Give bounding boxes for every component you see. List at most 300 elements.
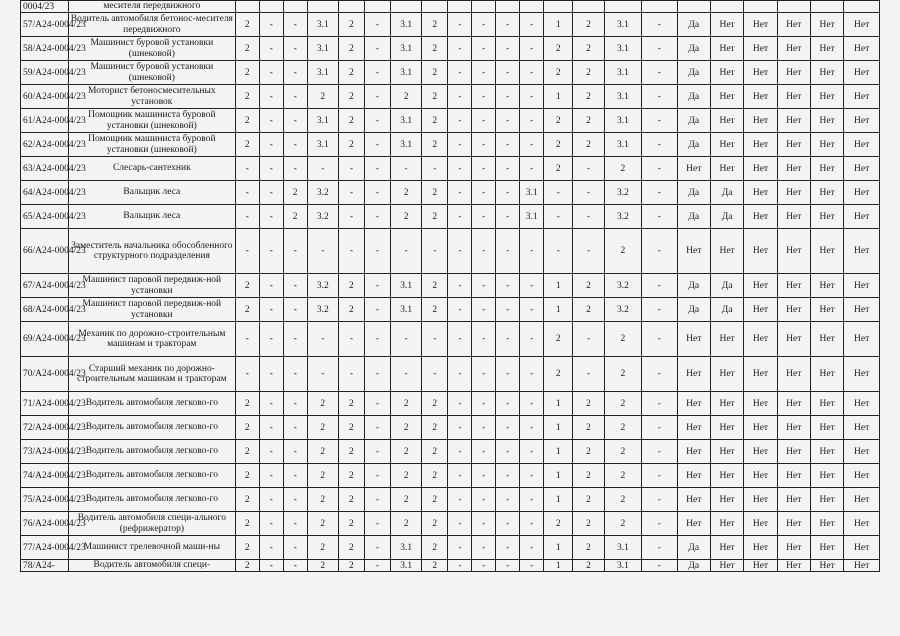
class-cell: 2 — [573, 61, 604, 85]
class-cell: - — [283, 464, 307, 488]
class-cell: 2 — [307, 512, 338, 536]
class-cell: 2 — [338, 133, 364, 157]
class-cell: - — [472, 536, 496, 560]
class-cell: Да — [677, 274, 710, 298]
class-cell: 2 — [422, 298, 448, 322]
class-cell: Нет — [810, 512, 843, 536]
class-cell: 2 — [391, 416, 422, 440]
class-cell: Нет — [844, 560, 880, 572]
class-cell: Нет — [710, 61, 743, 85]
class-cell: Нет — [844, 512, 880, 536]
class-cell: Нет — [777, 488, 810, 512]
class-cell: 2 — [338, 85, 364, 109]
table-row — [21, 322, 880, 357]
position-name: Вальщик леса — [68, 181, 235, 205]
class-cell: Нет — [744, 133, 777, 157]
class-cell: - — [283, 37, 307, 61]
class-cell: 2 — [604, 464, 642, 488]
class-cell: Нет — [744, 109, 777, 133]
class-cell: - — [391, 322, 422, 357]
class-cell: 2 — [604, 229, 642, 274]
class-cell: Нет — [844, 37, 880, 61]
class-cell: Нет — [810, 37, 843, 61]
class-cell: - — [520, 416, 544, 440]
class-cell: - — [472, 464, 496, 488]
class-cell: Да — [677, 133, 710, 157]
position-name: Помощник машиниста буровой установки (шнековой) — [68, 133, 235, 157]
class-cell: 3.2 — [307, 274, 338, 298]
class-cell: - — [364, 298, 390, 322]
class-cell: - — [520, 322, 544, 357]
class-cell: - — [448, 392, 472, 416]
table-row — [21, 1, 880, 13]
class-cell: 2 — [422, 274, 448, 298]
position-name: Водитель автомобиля легково-го — [68, 464, 235, 488]
class-cell: Нет — [810, 133, 843, 157]
class-cell: 2 — [544, 357, 573, 392]
table-row — [21, 133, 880, 157]
class-cell: - — [496, 416, 520, 440]
class-cell: 2 — [235, 536, 259, 560]
class-cell: - — [448, 274, 472, 298]
position-name: Водитель автомобиля бетонос-месителя передвижного — [68, 13, 235, 37]
class-cell: - — [448, 109, 472, 133]
class-cell: Нет — [844, 157, 880, 181]
workplace-code: 71/A24-0004/23 — [21, 392, 69, 416]
class-cell: 2 — [573, 109, 604, 133]
class-cell: 2 — [391, 464, 422, 488]
class-cell: - — [391, 357, 422, 392]
workplace-code: 78/A24- — [21, 560, 69, 572]
class-cell: - — [259, 298, 283, 322]
class-cell: - — [520, 61, 544, 85]
class-cell: - — [520, 274, 544, 298]
class-cell: - — [283, 133, 307, 157]
class-cell: - — [283, 274, 307, 298]
class-cell: - — [472, 440, 496, 464]
class-cell: - — [520, 512, 544, 536]
class-cell: - — [259, 322, 283, 357]
class-cell: 2 — [573, 416, 604, 440]
class-cell: - — [259, 85, 283, 109]
class-cell: - — [448, 13, 472, 37]
class-cell: Нет — [810, 61, 843, 85]
class-cell: 2 — [235, 298, 259, 322]
class-cell: - — [496, 229, 520, 274]
table-row — [21, 13, 880, 37]
class-cell: Нет — [777, 109, 810, 133]
class-cell: - — [642, 37, 677, 61]
class-cell: - — [283, 322, 307, 357]
class-cell: - — [472, 181, 496, 205]
class-cell: - — [496, 61, 520, 85]
workplace-code: 75/A24-0004/23 — [21, 488, 69, 512]
class-cell: 3.1 — [391, 109, 422, 133]
class-cell: Да — [677, 205, 710, 229]
class-cell: 3.1 — [391, 13, 422, 37]
class-cell: Нет — [777, 536, 810, 560]
table-row — [21, 61, 880, 85]
class-cell: 2 — [338, 274, 364, 298]
class-cell: - — [235, 181, 259, 205]
class-cell: 3.1 — [604, 536, 642, 560]
class-cell: - — [642, 488, 677, 512]
class-cell: - — [573, 157, 604, 181]
class-cell: 3.2 — [604, 274, 642, 298]
class-cell: Да — [710, 181, 743, 205]
class-cell: 1 — [544, 13, 573, 37]
class-cell: Да — [677, 298, 710, 322]
class-cell: 2 — [544, 133, 573, 157]
class-cell: Нет — [844, 109, 880, 133]
class-cell: 2 — [422, 536, 448, 560]
class-cell: 3.1 — [391, 274, 422, 298]
class-cell: 3.1 — [307, 109, 338, 133]
class-cell: Нет — [844, 298, 880, 322]
class-cell: 2 — [604, 392, 642, 416]
class-cell: 2 — [307, 560, 338, 572]
class-cell: - — [259, 488, 283, 512]
class-cell: Нет — [844, 181, 880, 205]
position-name: Водитель автомобиля легково-го — [68, 392, 235, 416]
position-name: Механик по дорожно-строительным машинам и тракторам — [68, 322, 235, 357]
class-cell — [235, 1, 259, 13]
class-cell: 3.1 — [604, 61, 642, 85]
class-cell: - — [235, 322, 259, 357]
class-cell — [448, 1, 472, 13]
class-cell: - — [259, 416, 283, 440]
class-cell: - — [496, 133, 520, 157]
class-cell: - — [496, 536, 520, 560]
class-cell: - — [283, 392, 307, 416]
class-cell: - — [422, 322, 448, 357]
class-cell: Нет — [777, 274, 810, 298]
class-cell: 2 — [422, 133, 448, 157]
workplace-code: 58/A24-0004/23 — [21, 37, 69, 61]
class-cell: - — [259, 13, 283, 37]
class-cell: 2 — [604, 322, 642, 357]
class-cell: 2 — [604, 440, 642, 464]
class-cell — [642, 1, 677, 13]
class-cell: - — [235, 157, 259, 181]
class-cell: - — [307, 229, 338, 274]
class-cell: - — [364, 133, 390, 157]
class-cell: - — [642, 181, 677, 205]
class-cell: 1 — [544, 85, 573, 109]
class-cell: - — [642, 464, 677, 488]
class-cell: - — [283, 560, 307, 572]
class-cell: - — [259, 229, 283, 274]
class-cell: 3.2 — [604, 298, 642, 322]
class-cell: 1 — [544, 488, 573, 512]
class-cell: - — [573, 181, 604, 205]
position-name: Старший механик по дорожно-строительным машинам и тракторам — [68, 357, 235, 392]
class-cell: - — [259, 157, 283, 181]
class-cell: - — [472, 512, 496, 536]
class-cell: Нет — [810, 536, 843, 560]
class-cell: - — [235, 357, 259, 392]
class-cell: - — [472, 13, 496, 37]
class-cell: - — [338, 357, 364, 392]
table-row — [21, 298, 880, 322]
class-cell: - — [259, 205, 283, 229]
class-cell: 2 — [338, 298, 364, 322]
class-cell: Нет — [677, 357, 710, 392]
class-cell: - — [642, 61, 677, 85]
class-cell: 2 — [235, 133, 259, 157]
class-cell: - — [642, 536, 677, 560]
class-cell: Нет — [844, 464, 880, 488]
class-cell: Нет — [777, 133, 810, 157]
class-cell: Нет — [844, 536, 880, 560]
class-cell: 2 — [338, 464, 364, 488]
class-cell: - — [472, 205, 496, 229]
class-cell: Нет — [777, 416, 810, 440]
class-cell — [573, 1, 604, 13]
class-cell: Нет — [844, 274, 880, 298]
class-cell: 2 — [338, 61, 364, 85]
table-row — [21, 512, 880, 536]
class-cell: - — [520, 560, 544, 572]
workplace-code: 77/A24-0004/23 — [21, 536, 69, 560]
class-cell: 2 — [422, 512, 448, 536]
table-row — [21, 416, 880, 440]
class-cell: - — [448, 298, 472, 322]
class-cell: - — [448, 488, 472, 512]
class-cell: - — [642, 440, 677, 464]
class-cell: Нет — [744, 488, 777, 512]
class-cell: - — [520, 298, 544, 322]
class-cell: 3.1 — [391, 37, 422, 61]
class-cell: 2 — [573, 274, 604, 298]
class-cell: - — [391, 157, 422, 181]
class-cell: - — [259, 512, 283, 536]
class-cell: - — [496, 560, 520, 572]
workplace-code: 74/A24-0004/23 — [21, 464, 69, 488]
class-cell: 2 — [338, 560, 364, 572]
class-cell: Нет — [744, 392, 777, 416]
class-cell: 1 — [544, 536, 573, 560]
class-cell: Нет — [710, 392, 743, 416]
class-cell: 2 — [307, 464, 338, 488]
class-cell: Нет — [777, 205, 810, 229]
class-cell: - — [642, 392, 677, 416]
workplace-code: 62/A24-0004/23 — [21, 133, 69, 157]
class-cell: Нет — [810, 274, 843, 298]
class-cell: - — [544, 229, 573, 274]
class-cell: 2 — [235, 37, 259, 61]
class-cell: 2 — [604, 512, 642, 536]
table-row — [21, 181, 880, 205]
class-cell: 2 — [307, 85, 338, 109]
class-cell: 3.1 — [391, 61, 422, 85]
position-name: Заместитель начальника обособленного структурного подразделения — [68, 229, 235, 274]
class-cell: Нет — [677, 322, 710, 357]
class-cell: Нет — [844, 322, 880, 357]
class-cell: Нет — [710, 133, 743, 157]
class-cell: 2 — [422, 560, 448, 572]
class-cell: - — [520, 133, 544, 157]
class-cell: - — [338, 322, 364, 357]
table-row — [21, 109, 880, 133]
class-cell: 3.1 — [604, 560, 642, 572]
class-cell: - — [422, 229, 448, 274]
class-cell: - — [520, 157, 544, 181]
class-cell: - — [642, 322, 677, 357]
class-cell: - — [496, 13, 520, 37]
class-cell: - — [364, 205, 390, 229]
class-cell: - — [259, 392, 283, 416]
class-cell: - — [364, 274, 390, 298]
class-cell: 2 — [573, 488, 604, 512]
class-cell: 3.1 — [307, 37, 338, 61]
class-cell: Нет — [677, 488, 710, 512]
class-cell: Нет — [810, 298, 843, 322]
class-cell: Нет — [744, 13, 777, 37]
class-cell: Нет — [677, 440, 710, 464]
table-row — [21, 464, 880, 488]
class-cell: Нет — [844, 488, 880, 512]
class-cell: 2 — [604, 357, 642, 392]
class-cell: 3.1 — [604, 13, 642, 37]
class-cell: Нет — [710, 37, 743, 61]
class-cell: 3.1 — [307, 61, 338, 85]
class-cell: Нет — [710, 536, 743, 560]
class-cell: Нет — [710, 488, 743, 512]
class-cell: - — [422, 157, 448, 181]
class-cell: 2 — [235, 440, 259, 464]
class-cell: - — [338, 229, 364, 274]
class-cell — [472, 1, 496, 13]
class-cell: 2 — [422, 181, 448, 205]
class-cell: Нет — [744, 357, 777, 392]
class-cell: Да — [677, 13, 710, 37]
class-cell — [283, 1, 307, 13]
class-cell: - — [448, 536, 472, 560]
class-cell: Нет — [710, 416, 743, 440]
class-cell: - — [496, 512, 520, 536]
class-cell: 1 — [544, 416, 573, 440]
class-cell: Нет — [744, 322, 777, 357]
class-cell: - — [448, 133, 472, 157]
class-cell — [810, 1, 843, 13]
class-cell: Нет — [810, 157, 843, 181]
class-cell: - — [520, 440, 544, 464]
class-cell: - — [448, 440, 472, 464]
class-cell: 2 — [307, 488, 338, 512]
table-row — [21, 357, 880, 392]
class-cell: - — [283, 298, 307, 322]
class-cell — [710, 1, 743, 13]
class-cell: Нет — [777, 440, 810, 464]
class-cell: 2 — [422, 440, 448, 464]
position-name: месителя передвижного — [68, 1, 235, 13]
class-cell: 2 — [573, 13, 604, 37]
class-cell: 2 — [391, 392, 422, 416]
class-cell: Нет — [744, 205, 777, 229]
class-cell: - — [283, 357, 307, 392]
class-cell: - — [448, 357, 472, 392]
class-cell: 2 — [573, 464, 604, 488]
class-cell: - — [520, 37, 544, 61]
class-cell: - — [364, 37, 390, 61]
class-cell: - — [364, 464, 390, 488]
position-name: Водитель автомобиля легково-го — [68, 488, 235, 512]
class-cell: Нет — [810, 464, 843, 488]
class-cell: - — [283, 512, 307, 536]
class-cell: 2 — [338, 512, 364, 536]
class-cell: Нет — [844, 13, 880, 37]
class-cell: - — [448, 560, 472, 572]
class-cell: Да — [710, 298, 743, 322]
class-cell: 2 — [573, 392, 604, 416]
class-cell: 2 — [235, 274, 259, 298]
class-cell: - — [573, 205, 604, 229]
class-cell: - — [338, 181, 364, 205]
class-cell: - — [642, 229, 677, 274]
class-cell: Нет — [777, 229, 810, 274]
class-cell: - — [472, 560, 496, 572]
class-cell: - — [472, 488, 496, 512]
class-cell: - — [544, 181, 573, 205]
class-cell: - — [448, 229, 472, 274]
class-cell: Нет — [810, 416, 843, 440]
class-cell: - — [642, 560, 677, 572]
class-cell: 3.1 — [307, 133, 338, 157]
class-cell: Нет — [744, 560, 777, 572]
class-cell: Нет — [777, 464, 810, 488]
class-cell: 2 — [604, 157, 642, 181]
class-cell: - — [364, 157, 390, 181]
class-cell: Нет — [810, 205, 843, 229]
class-cell: Нет — [744, 157, 777, 181]
class-cell: 2 — [422, 61, 448, 85]
workplace-code: 68/A24-0004/23 — [21, 298, 69, 322]
class-cell: - — [642, 13, 677, 37]
class-cell: Нет — [710, 440, 743, 464]
workplace-code: 59/A24-0004/23 — [21, 61, 69, 85]
workplace-code: 61/A24-0004/23 — [21, 109, 69, 133]
position-name: Машинист трелевочной маши-ны — [68, 536, 235, 560]
class-cell: Да — [677, 37, 710, 61]
class-cell: Нет — [710, 13, 743, 37]
class-cell: - — [307, 357, 338, 392]
class-cell: - — [520, 357, 544, 392]
class-cell: 2 — [235, 85, 259, 109]
class-cell: - — [520, 229, 544, 274]
class-cell: 2 — [573, 536, 604, 560]
class-cell: 3.1 — [307, 13, 338, 37]
class-cell: - — [364, 85, 390, 109]
class-cell: - — [520, 13, 544, 37]
class-cell: Нет — [744, 181, 777, 205]
class-cell: Нет — [810, 560, 843, 572]
class-cell: - — [496, 392, 520, 416]
class-cell: Нет — [844, 205, 880, 229]
class-cell: - — [364, 512, 390, 536]
class-cell: - — [283, 85, 307, 109]
class-cell: - — [364, 416, 390, 440]
class-cell: Нет — [677, 229, 710, 274]
class-cell: - — [472, 157, 496, 181]
class-cell: - — [259, 560, 283, 572]
class-cell: - — [364, 357, 390, 392]
class-cell: 2 — [573, 85, 604, 109]
class-cell: 3.2 — [307, 181, 338, 205]
class-cell: Нет — [710, 357, 743, 392]
class-cell: - — [235, 229, 259, 274]
class-cell: - — [364, 322, 390, 357]
